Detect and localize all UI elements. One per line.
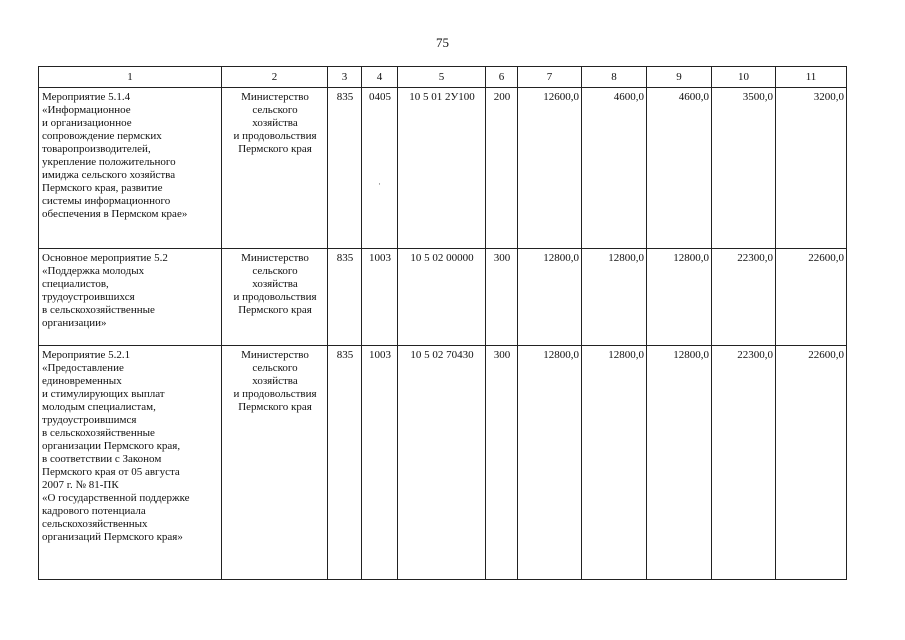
target-article-code: 10 5 01 2У100 [398, 88, 486, 249]
executor-name: Министерство сельского хозяйства и продовольствия Пермского края [233, 349, 317, 413]
column-header-6: 6 [486, 67, 518, 88]
amount-col-10: 3500,0 [712, 88, 776, 249]
measure-name: Мероприятие 5.1.4 «Информационное и организационное сопровождение пермских товаропроизводителей, укрепление положительного имиджа сельского хозяйства Пермского края, развитие системы информационного обеспечения в Пермском крае» [42, 91, 188, 220]
target-article-code: 10 5 02 70430 [398, 346, 486, 580]
column-header-4: 4 [362, 67, 398, 88]
column-header-3: 3 [328, 67, 362, 88]
column-header-11: 11 [776, 67, 847, 88]
page-number: 75 [436, 35, 449, 50]
scan-mark: · [378, 179, 381, 189]
budget-table [38, 66, 847, 580]
expense-type-code: 300 [486, 346, 518, 580]
executor-cell [222, 346, 328, 580]
amount-col-7: 12600,0 [518, 88, 582, 249]
column-header-5: 5 [398, 67, 486, 88]
column-header-10: 10 [712, 67, 776, 88]
section-code: 1003 [362, 346, 398, 580]
amount-col-11: 22600,0 [776, 346, 847, 580]
expense-type-code: 200 [486, 88, 518, 249]
measure-name-cell [39, 88, 222, 249]
column-header-1: 1 [39, 67, 222, 88]
amount-col-9: 12800,0 [647, 249, 712, 346]
measure-name: Мероприятие 5.2.1 «Предоставление единовременных и стимулирующих выплат молодым специалистам, трудоустроившимся в сельскохозяйственные организации Пермского края, в соответствии с Законом Пермского края от 05 августа 2007 г. № 81-ПК «О государственной поддержке кадрового потенциала сельскохозяйственных организаций Пермского края» [42, 349, 190, 543]
amount-col-11: 3200,0 [776, 88, 847, 249]
amount-col-8: 4600,0 [582, 88, 647, 249]
measure-name-cell [39, 249, 222, 346]
column-header-8: 8 [582, 67, 647, 88]
executor-cell [222, 249, 328, 346]
section-code: 1003 [362, 249, 398, 346]
grbs-code: 835 [328, 88, 362, 249]
column-header-7: 7 [518, 67, 582, 88]
amount-col-11: 22600,0 [776, 249, 847, 346]
column-header-2: 2 [222, 67, 328, 88]
amount-col-10: 22300,0 [712, 249, 776, 346]
table-row [39, 249, 847, 346]
executor-name: Министерство сельского хозяйства и продовольствия Пермского края [233, 91, 317, 155]
executor-name: Министерство сельского хозяйства и продовольствия Пермского края [233, 252, 317, 316]
column-header-9: 9 [647, 67, 712, 88]
table-row [39, 88, 847, 249]
measure-name-cell [39, 346, 222, 580]
executor-cell [222, 88, 328, 249]
table-row [39, 346, 847, 580]
table-header-row [39, 67, 847, 88]
measure-name: Основное мероприятие 5.2 «Поддержка молодых специалистов, трудоустроившихся в сельскохозяйственные организации» [42, 252, 168, 329]
amount-col-7: 12800,0 [518, 346, 582, 580]
amount-col-7: 12800,0 [518, 249, 582, 346]
amount-col-9: 12800,0 [647, 346, 712, 580]
amount-col-8: 12800,0 [582, 249, 647, 346]
target-article-code: 10 5 02 00000 [398, 249, 486, 346]
grbs-code: 835 [328, 249, 362, 346]
section-code: 0405 [369, 91, 391, 103]
amount-col-9: 4600,0 [647, 88, 712, 249]
section-code-cell [362, 88, 398, 249]
expense-type-code: 300 [486, 249, 518, 346]
amount-col-10: 22300,0 [712, 346, 776, 580]
amount-col-8: 12800,0 [582, 346, 647, 580]
grbs-code: 835 [328, 346, 362, 580]
